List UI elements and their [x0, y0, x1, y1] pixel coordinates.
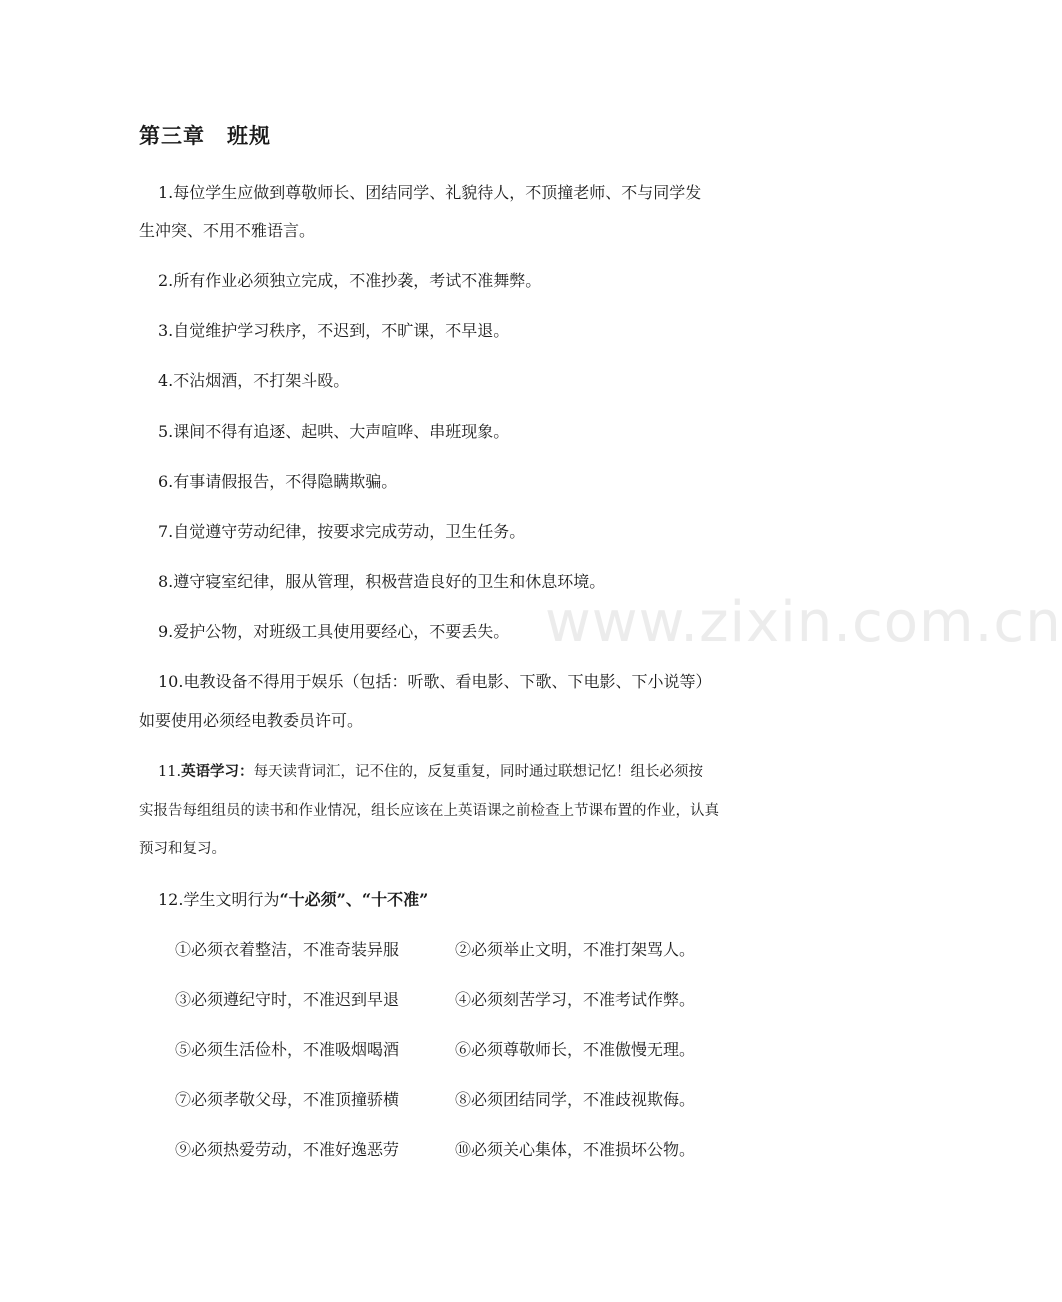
behavior-1: ①必须衣着整洁，不准奇装异服: [175, 940, 400, 959]
rule-12-prefix: 12.学生文明行为: [158, 890, 280, 909]
behavior-8: ⑧必须团结同学，不准歧视欺侮。: [455, 1090, 696, 1109]
rule-3: 3.自觉维护学习秩序，不迟到，不旷课，不早退。: [158, 321, 510, 340]
rule-11-line-3: 预习和复习。: [139, 841, 226, 857]
chapter-title: 第三章 班规: [139, 124, 271, 148]
rule-10-line-1: 10.电教设备不得用于娱乐（包括：听歌、看电影、下歌、下电影、下小说等）: [158, 672, 712, 691]
rule-6: 6.有事请假报告，不得隐瞒欺骗。: [158, 472, 398, 491]
behavior-7: ⑦必须孝敬父母，不准顶撞骄横: [175, 1090, 400, 1109]
rule-2: 2.所有作业必须独立完成，不准抄袭，考试不准舞弊。: [158, 271, 542, 290]
rule-1-line-1: 1.每位学生应做到尊敬师长、团结同学、礼貌待人，不顶撞老师、不与同学发: [158, 183, 702, 202]
rule-4: 4.不沾烟酒，不打架斗殴。: [158, 371, 350, 390]
rule-9: 9.爱护公物，对班级工具使用要经心，不要丢失。: [158, 622, 510, 641]
rule-7: 7.自觉遵守劳动纪律，按要求完成劳动，卫生任务。: [158, 522, 526, 541]
behavior-9: ⑨必须热爱劳动，不准好逸恶劳: [175, 1140, 400, 1159]
rule-11-heading: 英语学习：: [181, 763, 254, 780]
behavior-5: ⑤必须生活俭朴，不准吸烟喝酒: [175, 1040, 400, 1059]
rule-1-line-2: 生冲突、不用不雅语言。: [139, 221, 316, 240]
behavior-10: ⑩必须关心集体，不准损坏公物。: [455, 1140, 696, 1159]
rule-5: 5.课间不得有追逐、起哄、大声喧哗、串班现象。: [158, 422, 510, 441]
rule-11-text: 每天读背词汇，记不住的，反复重复，同时通过联想记忆！组长必须按: [253, 764, 704, 780]
rule-10-line-2: 如要使用必须经电教委员许可。: [139, 711, 364, 730]
behavior-3: ③必须遵纪守时，不准迟到早退: [175, 990, 400, 1009]
behavior-4: ④必须刻苦学习，不准考试作弊。: [455, 990, 696, 1009]
rule-11-number: 11.: [158, 764, 182, 780]
behavior-2: ②必须举止文明，不准打架骂人。: [455, 940, 696, 959]
rule-12-heading: “十必须”、“十不准”: [279, 890, 429, 909]
watermark: www.zixin.com.cn: [545, 590, 1062, 655]
behavior-6: ⑥必须尊敬师长，不准傲慢无理。: [455, 1040, 696, 1059]
rule-11-line-1: [158, 760, 703, 781]
rule-11-line-2: 实报告每组组员的读书和作业情况，组长应该在上英语课之前检查上节课布置的作业，认真: [139, 803, 719, 819]
rule-8: 8.遵守寝室纪律，服从管理，积极营造良好的卫生和休息环境。: [158, 572, 606, 591]
rule-12: [158, 887, 428, 910]
